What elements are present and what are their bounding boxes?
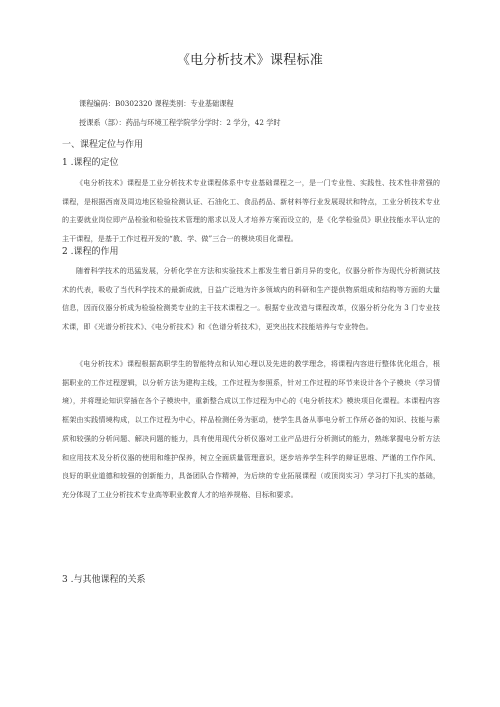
course-meta-line-2: 授课系（部）：药品与环境工程学院学分学时：2 学分，42 学时 bbox=[79, 118, 281, 127]
course-meta-line-1: 课程编码：B0302320 课程类别：专业基础课程 bbox=[79, 99, 234, 108]
section-1-heading: 一、课程定位与作用 bbox=[62, 140, 144, 150]
subsection-2-paragraph-2: 《电分析技术》课程根据高职学生的智能特点和认知心理以及先进的教学理念，将课程内容进行整体优化组合，根据职业的工作过程逻辑，以分析方法为建构主线，工作过程为参照系，针对工作过程的环节来设计各个子模块（学习情境），并将理论知识穿插在各个子模块中，重新整合成以工作过程为中心的《电分析技术》模块项目化课程。本课程内容框架由实践情境构成，以工作过程为中心，样品检测任务为驱动，使学生具备从事电分析工作所必备的知识、技能与素质和较强的分析问题、解决问题的能力，具有使用现代分析仪器对工业产品进行分析测试的能力，熟练掌握电分析方法和应用技术及分析仪器的使用和维护保养，树立全面质量管理意识，逐步培养学生科学的辩证思维、严谨的工作作风、良好的职业道德和较强的创新能力，具备团队合作精神，为后续的专业拓展课程（或顶岗实习）学习打下扎实的基础，充分体现了工业分析技术专业高等职业教育人才的培养规格、目标和要求。 bbox=[62, 359, 440, 499]
subsection-2-heading: 2 .课程的作用 bbox=[62, 247, 119, 257]
subsection-2-paragraph-1: 随着科学技术的迅猛发展，分析化学在方法和实验技术上都发生着日新月异的变化，仪器分析作为现代分析测试技术的代表，吸收了当代科学技术的最新成就，日益广泛地为许多领域内的科研和生产提供物质组成和结构等方面的大量信息，因而仪器分析成为检验检测类专业的主干技术课程之一。根据专业改造与课程改革，仪器分析分化为 3 门专业技术课，即《光谱分析技术》、《电分析技术》和《色谱分析技术》，更突出技术技能培养与专业特色。 bbox=[62, 266, 440, 332]
subsection-3-heading: 3 .与其他课程的关系 bbox=[62, 575, 146, 585]
document-title: 《电分析技术》课程标准 bbox=[176, 53, 324, 68]
subsection-1-paragraph: 《电分析技术》课程是工业分析技术专业课程体系中专业基础课程之一，是一门专业性、实践性、技术性非常强的课程，是根据西南及周边地区检验检测认证、石油化工、食品药品、新材料等行业发展现状和特点，工业分析技术专业的主要就业岗位即产品检验和检验技术管理的需求以及人才培养方案而设立的，是《化学检验员》职业技能水平认定的主干课程，是基于工作过程开发的“教、学、做”三合一的模块项目化课程。 bbox=[62, 178, 440, 244]
subsection-1-heading: 1 .课程的定位 bbox=[62, 158, 119, 168]
